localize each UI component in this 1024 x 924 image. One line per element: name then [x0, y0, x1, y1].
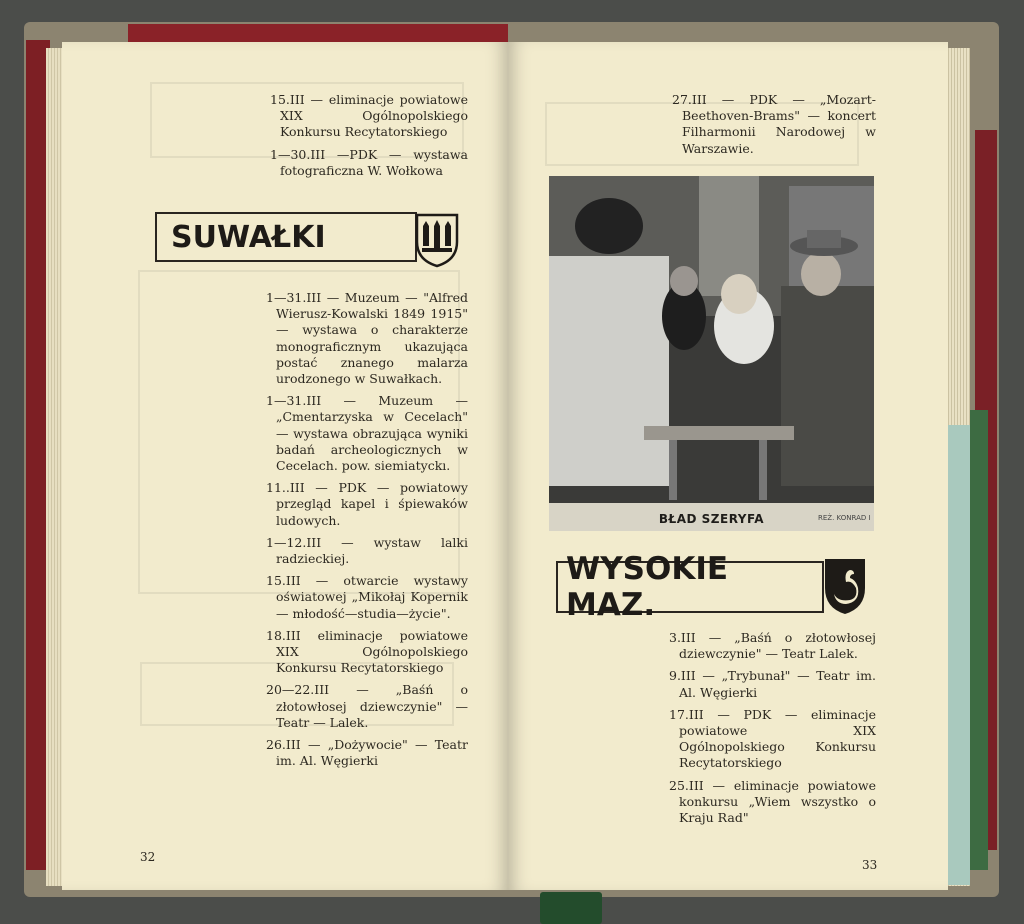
- section-header-suwalki: [155, 212, 417, 262]
- entry-text: 18.III eliminacje powiatowe XIX Ogólnopolskiego Konkursu Recytatorskiego: [266, 627, 468, 676]
- bookmark-ribbon: [540, 892, 602, 924]
- photo-credit: REŻ. KONRAD I: [818, 514, 871, 522]
- film-still-photo: [549, 176, 874, 503]
- entry-text: 26.III — „Dożywocie" — Teatr im. Al. Węgierki: [266, 737, 468, 769]
- entry-text: 9.III — „Trybunał" — Teatr im. Al. Węgierki: [669, 668, 876, 700]
- page-number-left: 32: [140, 850, 156, 864]
- teal-page-tab: [948, 425, 970, 885]
- green-page-tab: [968, 410, 988, 870]
- photo-caption: BŁAD SZERYFA: [658, 512, 765, 526]
- page-number-right: 33: [862, 858, 878, 872]
- entry-text: 3.III — „Baśń o złotowłosej dziewczynie" — Teatr Lalek.: [669, 630, 876, 662]
- section-header-wysokie-maz: [556, 551, 824, 623]
- left-top-entries: [270, 92, 468, 185]
- film-still-image: [549, 176, 874, 503]
- suwalki-coat-of-arms-icon: [414, 212, 460, 268]
- right-entries: [669, 630, 876, 832]
- entry-text: 17.III — PDK — eliminacje powiatowe XIX Ogólnopolskiego Konkursu Recytatorskiego: [669, 706, 876, 771]
- left-entries: [266, 290, 468, 775]
- entry-text: 15.III — otwarcie wystawy oświatowej „Mikołaj Kopernik — młodość—studia—życie".: [266, 573, 468, 621]
- swan-coat-of-arms-icon: [822, 556, 868, 616]
- section-title: WYSOKIE MAZ.: [566, 551, 729, 623]
- entry-text: 1—31.III — Muzeum — „Cmentarzyska w Cecelach" — wystawa obrazująca wyniki badań archeologicznych w Cecelach. pow. siemiatyckı.: [266, 393, 468, 474]
- entry-text: 1—31.III — Muzeum — "Alfred Wierusz-Kowalski 1849 1915" — wystawa o charakterze monograficznym ukazująca postać znanego malarza urodzonego w Suwałkach.: [266, 290, 468, 387]
- entry-text: 1—12.III — wystaw lalki radzieckiej.: [266, 534, 468, 567]
- entry-text: 15.III — eliminacje powiatowe XIX Ogólnopolskiego Konkursu Recytatorskiego: [270, 92, 468, 140]
- entry-text: 11..III — PDK — powiatowy przegląd kapel i śpiewaków ludowych.: [266, 480, 468, 528]
- entry-text: 20—22.III — „Baśń o złotowłosej dziewczynie" — Teatr — Lalek.: [266, 682, 468, 730]
- right-top-entry: [672, 92, 876, 163]
- section-title: SUWAŁKI: [171, 219, 326, 255]
- entry-text: 1—30.III —PDK — wystawa fotograficzna W. Wołkowa: [270, 146, 468, 178]
- entry-text: 27.III — PDK — „Mozart-Beethoven-Brams" — koncert Filharmonii Narodowej w Warszawie.: [672, 92, 876, 156]
- entry-text: 25.III — eliminacje powiatowe konkursu „Wiem wszystko o Kraju Rad": [669, 777, 876, 826]
